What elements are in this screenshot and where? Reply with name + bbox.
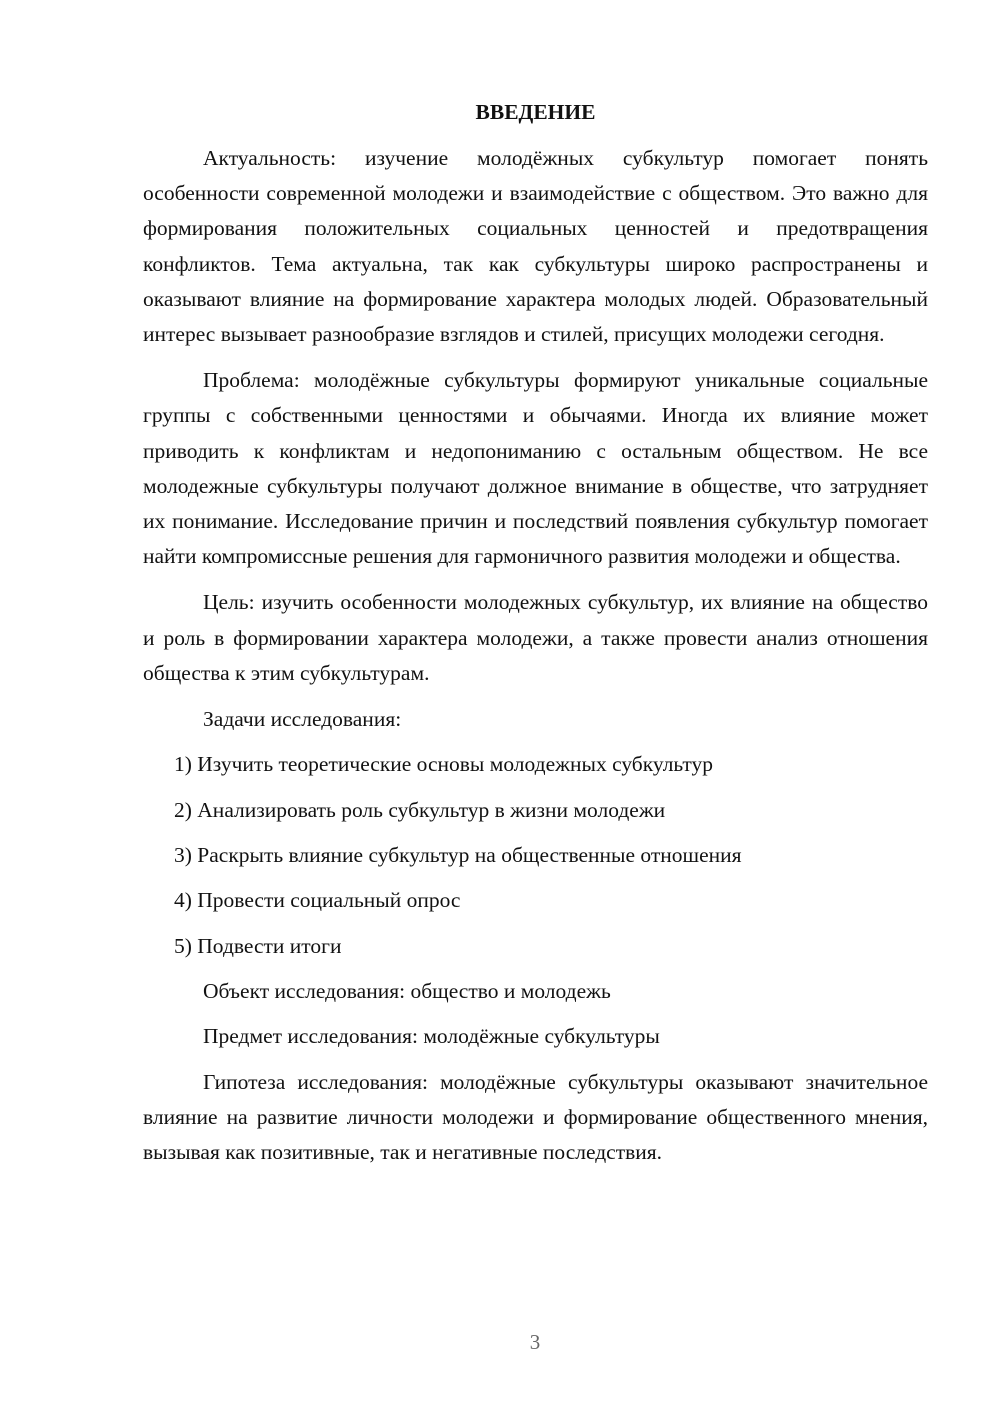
- task-item: 3) Раскрыть влияние субкультур на общественные отношения: [174, 843, 742, 868]
- page-title: ВВЕДЕНИЕ: [475, 100, 596, 124]
- hypothesis-paragraph: Гипотеза исследования: молодёжные субкультуры оказывают значительное влияние на развитие личности молодежи и формирование общественного мнения, вызывая как позитивные, так и негативные последствия.: [143, 1069, 928, 1165]
- task-item: 5) Подвести итоги: [174, 933, 342, 958]
- task-item: 2) Анализировать роль субкультур в жизни молодежи: [174, 797, 666, 822]
- task-item: 4) Провести социальный опрос: [174, 888, 461, 913]
- tasks-heading: Задачи исследования:: [203, 707, 402, 732]
- goal-paragraph: Цель: изучить особенности молодежных субкультур, их влияние на общество и роль в формировании характера молодежи, а также провести анализ отношения общества к этим субкультурам.: [143, 590, 928, 685]
- research-subject: Предмет исследования: молодёжные субкультуры: [203, 1024, 660, 1049]
- tasks-list: [143, 747, 928, 964]
- research-object: Объект исследования: общество и молодежь: [203, 979, 611, 1004]
- task-item: 1) Изучить теоретические основы молодежных субкультур: [174, 752, 714, 777]
- page-number: 3: [529, 1330, 541, 1354]
- problem-paragraph: Проблема: молодёжные субкультуры формируют уникальные социальные группы с собственными ценностями и обычаями. Иногда их влияние может приводить к конфликтам и недопониманию с остальным обществом. Не все молодежные субкультуры получают должное внимание в обществе, что затрудняет их понимание. Исследование причин и последствий появления субкультур помогает найти компромиссные решения для гармоничного развития молодежи и общества.: [143, 368, 928, 569]
- page-content: [143, 95, 928, 1181]
- relevance-paragraph: Актуальность: изучение молодёжных субкультур помогает понять особенности современной молодежи и взаимодействие с обществом. Это важно для формирования положительных социальных ценностей и предотвращения конфликтов. Тема актуальна, так как субкультуры широко распространены и оказывают влияние на формирование характера молодых людей. Образовательный интерес вызывает разнообразие взглядов и стилей, присущих молодежи сегодня.: [143, 146, 928, 347]
